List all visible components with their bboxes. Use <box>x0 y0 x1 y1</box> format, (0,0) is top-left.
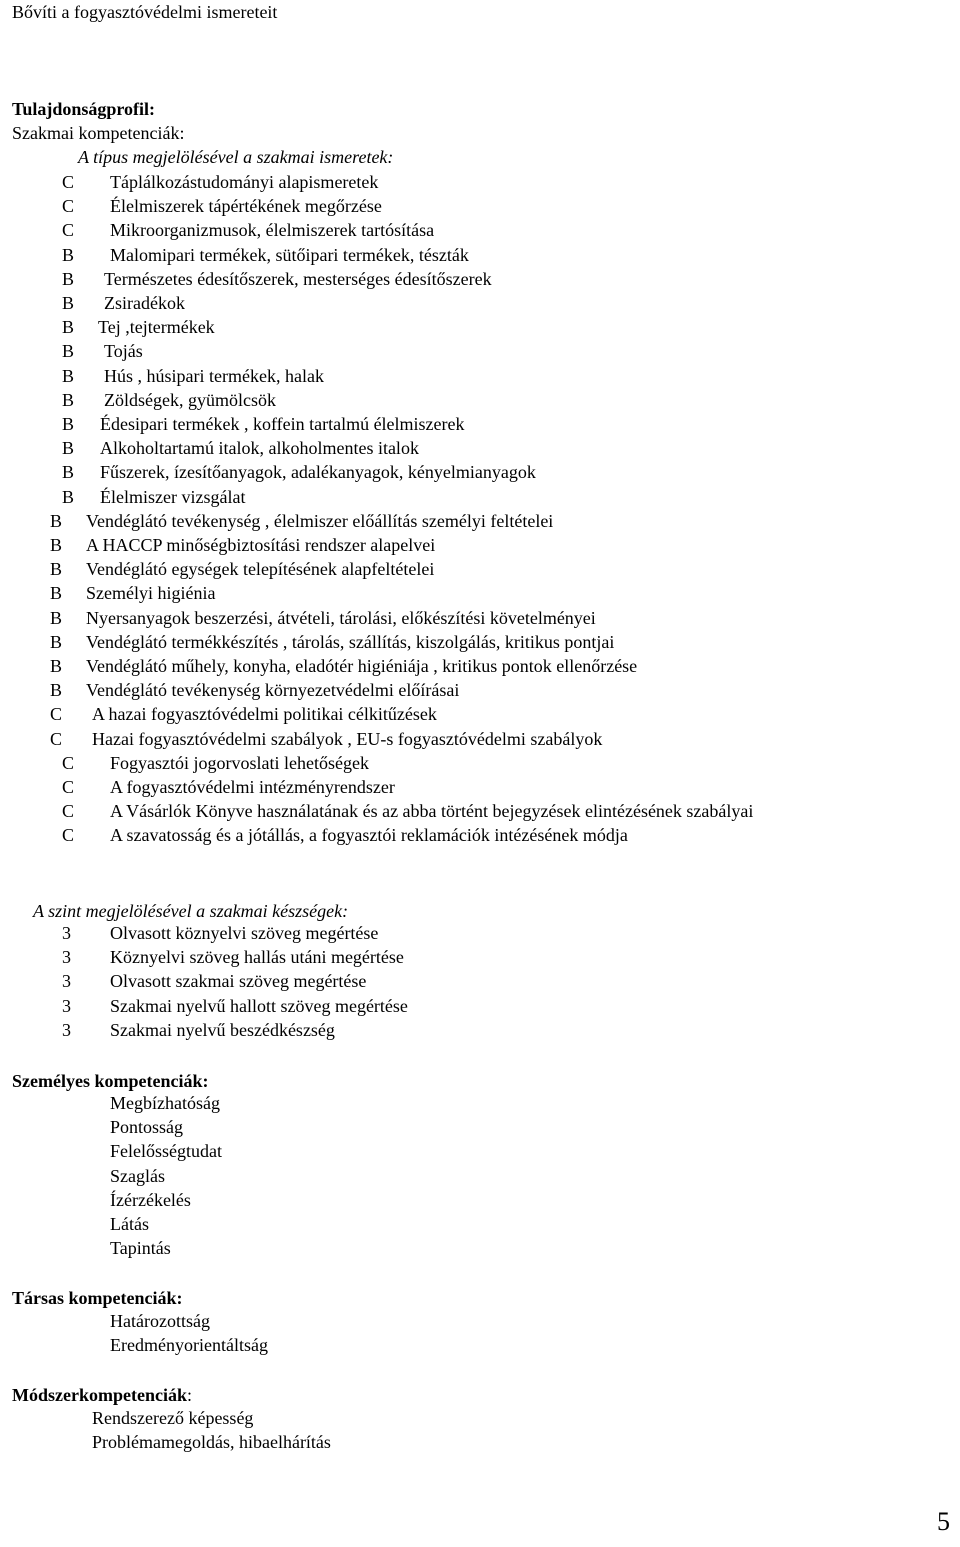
knowledge-text: Vendéglátó tevékenység környezetvédelmi előírásai <box>86 680 460 701</box>
knowledge-text: Mikroorganizmusok, élelmiszerek tartósítása <box>110 220 435 241</box>
method-competencies-colon: : <box>186 1385 192 1405</box>
knowledge-text: Hús , húsipari termékek, halak <box>104 365 324 386</box>
knowledge-code: C <box>62 172 75 192</box>
skills-code: 3 <box>62 947 71 968</box>
skills-text: Szakmai nyelvű beszédkészség <box>110 1019 335 1040</box>
profile-title: Tulajdonságprofil: <box>12 99 156 119</box>
method-text: Rendszerező képesség <box>92 1408 254 1428</box>
knowledge-code: B <box>50 535 63 555</box>
knowledge-text: Zsiradékok <box>104 293 185 313</box>
social-text: Eredményorientáltság <box>110 1335 268 1356</box>
knowledge-text: Vendéglátó termékkészítés , tárolás, szállítás, kiszolgálás, kritikus pontjai <box>86 631 615 652</box>
method-text: Problémamegoldás, hibaelhárítás <box>92 1432 331 1453</box>
knowledge-text: A HACCP minőségbiztosítási rendszer alapelvei <box>86 535 436 555</box>
knowledge-text: Élelmiszerek tápértékének megőrzése <box>110 196 382 217</box>
personal-text: Felelősségtudat <box>110 1141 222 1162</box>
personal-text: Ízérzékelés <box>110 1189 191 1210</box>
knowledge-text: A hazai fogyasztóvédelmi politikai célkitűzések <box>92 704 437 725</box>
knowledge-code: B <box>62 317 75 338</box>
knowledge-code: C <box>62 752 75 773</box>
knowledge-code: C <box>62 220 75 241</box>
knowledge-text: A fogyasztóvédelmi intézményrendszer <box>110 777 395 797</box>
knowledge-text: Alkoholtartamú italok, alkoholmentes italok <box>100 438 419 459</box>
skills-code: 3 <box>62 923 71 943</box>
knowledge-code: C <box>62 196 75 217</box>
knowledge-text: Malomipari termékek, sütőipari termékek, tészták <box>110 244 469 265</box>
page-number: 5 <box>937 1507 950 1536</box>
knowledge-text: Személyi higiénia <box>86 583 216 604</box>
personal-text: Megbízhatóság <box>110 1093 220 1113</box>
knowledge-code: B <box>62 438 75 459</box>
knowledge-code: B <box>62 486 75 507</box>
knowledge-code: B <box>50 631 63 652</box>
knowledge-code: B <box>62 365 75 386</box>
skills-text: Szakmai nyelvű hallott szöveg megértése <box>110 995 408 1016</box>
knowledge-text: Táplálkozástudományi alapismeretek <box>110 172 379 192</box>
knowledge-text: Fogyasztói jogorvoslati lehetőségek <box>110 752 369 773</box>
knowledge-code: B <box>50 583 63 604</box>
knowledge-code: B <box>50 680 63 701</box>
personal-text: Szaglás <box>110 1165 165 1186</box>
professional-competencies-title: Szakmai kompetenciák: <box>12 123 185 143</box>
knowledge-text: A szavatosság és a jótállás, a fogyasztói reklamációk intézésének módja <box>110 825 628 846</box>
method-competencies-heading <box>12 1383 192 1407</box>
knowledge-text: Fűszerek, ízesítőanyagok, adalékanyagok, kényelmianyagok <box>100 462 536 483</box>
knowledge-code: C <box>62 825 75 846</box>
knowledge-text: Vendéglátó egységek telepítésének alapfeltételei <box>86 559 435 580</box>
knowledge-code: C <box>50 728 63 749</box>
knowledge-text: Természetes édesítőszerek, mesterséges édesítőszerek <box>104 268 492 289</box>
knowledge-code: B <box>62 462 75 483</box>
knowledge-text: Édesipari termékek , koffein tartalmú élelmiszerek <box>100 414 465 434</box>
knowledge-text: Nyersanyagok beszerzési, átvételi, tárolási, előkészítési követelményei <box>86 607 596 628</box>
social-text: Határozottság <box>110 1311 210 1331</box>
knowledge-text: Zöldségek, gyümölcsök <box>104 389 276 410</box>
knowledge-text: Élelmiszer vizsgálat <box>100 486 246 507</box>
knowledge-code: B <box>50 607 63 628</box>
knowledge-code: C <box>50 704 63 725</box>
knowledge-code: B <box>50 510 63 531</box>
knowledge-code: B <box>62 293 75 313</box>
skills-text: Köznyelvi szöveg hallás utáni megértése <box>110 947 404 968</box>
knowledge-text: Tej ,tejtermékek <box>98 317 215 338</box>
knowledge-code: B <box>50 559 63 580</box>
skills-code: 3 <box>62 995 71 1016</box>
knowledge-text: A Vásárlók Könyve használatának és az abba történt bejegyzések elintézésének szabályai <box>110 801 754 822</box>
knowledge-section-title: A típus megjelölésével a szakmai ismeretek: <box>78 147 394 167</box>
knowledge-code: B <box>62 341 75 362</box>
personal-text: Látás <box>110 1214 149 1234</box>
knowledge-code: C <box>62 801 75 822</box>
method-competencies-title: Módszerkompetenciák <box>12 1385 187 1405</box>
knowledge-text: Tojás <box>104 341 143 362</box>
knowledge-code: B <box>62 414 75 434</box>
skills-section-title: A szint megjelölésével a szakmai készségek: <box>33 901 349 921</box>
knowledge-text: Vendéglátó műhely, konyha, eladótér higiéniája , kritikus pontok ellenőrzése <box>86 656 638 676</box>
knowledge-text: Hazai fogyasztóvédelmi szabályok , EU-s fogyasztóvédelmi szabályok <box>92 728 603 749</box>
page-header: Bővíti a fogyasztóvédelmi ismereteit <box>12 2 278 22</box>
knowledge-code: B <box>62 389 75 410</box>
skills-code: 3 <box>62 1019 71 1040</box>
knowledge-code: B <box>62 268 75 289</box>
knowledge-code: B <box>50 656 63 676</box>
knowledge-code: B <box>62 244 75 265</box>
knowledge-code: C <box>62 777 75 797</box>
social-competencies-title: Társas kompetenciák: <box>12 1288 183 1308</box>
skills-code: 3 <box>62 971 71 992</box>
personal-text: Pontosság <box>110 1117 184 1138</box>
personal-text: Tapintás <box>110 1238 171 1259</box>
skills-text: Olvasott szakmai szöveg megértése <box>110 971 367 992</box>
knowledge-text: Vendéglátó tevékenység , élelmiszer előállítás személyi feltételei <box>86 510 554 531</box>
skills-text: Olvasott köznyelvi szöveg megértése <box>110 923 379 943</box>
personal-competencies-title: Személyes kompetenciák: <box>12 1071 209 1091</box>
